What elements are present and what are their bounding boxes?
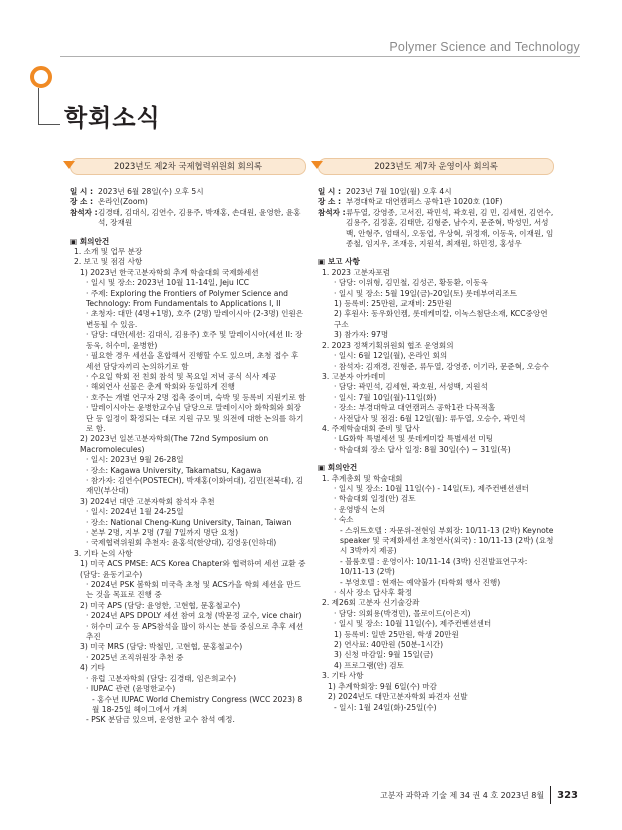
text-line: · 장소: Kagawa University, Takamatsu, Kagawa xyxy=(86,465,262,475)
text-line: · 수요일 학회 전 친회 참석 및 목요일 저녁 공식 식사 제공 xyxy=(86,371,277,381)
meta-value: 부경대학교 대연캠퍼스 공학1관 1020호 (10F) xyxy=(346,197,503,207)
text-line: · 담당: 대만(세션: 김대식, 김용주) 호주 및 말레이시아(세션 II: 장동욱, 허수미, 윤병한) xyxy=(86,330,303,350)
text-line: · 2024년 APS DPOLY 세션 참여 요청 (박문정 교수, vice chair) xyxy=(86,611,302,621)
meta-label: 일 시 : xyxy=(318,187,341,196)
right-meta xyxy=(318,187,554,249)
text-line: · 운영방식 논의 xyxy=(334,504,386,514)
text-line: 1) 등록비: 일반 25만원, 학생 20만원 xyxy=(334,629,459,639)
text-line: · 일시: 6월 12일(월), 온라인 회의 xyxy=(334,351,448,361)
text-line: 1) 추계학회장: 9월 6일(수) 마감 xyxy=(328,681,437,691)
right-lines-agenda xyxy=(318,474,554,713)
text-line: - 일시: 1월 24일(화)-25일(수) xyxy=(334,702,437,712)
circle-decoration-icon xyxy=(30,66,52,88)
text-line: · 호주는 개별 연구자 2명 접촉 중이며, 숙박 및 등록비 지원키로 함 xyxy=(86,392,306,402)
right-heading-text: 2023년도 제7차 운영이사 회의록 xyxy=(374,161,498,172)
text-line: 2) 미국 APS (담당: 윤영한, 고현협, 문홍철교수) xyxy=(80,600,241,610)
text-line: 2) 2023년 일본고분자학회(The 72nd Symposium on Macromolecules) xyxy=(80,434,269,454)
meta-label: 참석자 : xyxy=(318,207,346,217)
section-title: 학회소식 xyxy=(64,104,161,132)
text-line: 4. 주제학술대회 준비 및 답사 xyxy=(322,423,420,433)
footer-journal-info: 고분자 과학과 기술 제 34 권 4 호 2023년 8월 xyxy=(380,790,545,800)
text-line: · 학술대회 일정(안) 검토 xyxy=(334,494,416,504)
text-line: 3. 고분자 아카데미 xyxy=(322,371,386,381)
text-line: 1) 등록비: 25만원, 교재비: 25만원 xyxy=(334,299,452,309)
text-line: · 학술대회 장소 답사 일정: 8월 30일(수) ~ 31일(목) xyxy=(334,444,511,454)
text-line: · 2025년 조직위원장 추천 중 xyxy=(86,652,184,662)
page-footer xyxy=(380,786,578,804)
right-heading-bar xyxy=(318,158,554,175)
text-line: · 식사 장소 답사후 확정 xyxy=(334,588,413,598)
meta-row xyxy=(318,208,554,250)
triangle-bullet-icon xyxy=(63,161,75,169)
text-line: · 국제협력위원회 추천자: 윤홍석(한양대), 김영웅(인하대) xyxy=(86,538,277,548)
meta-row xyxy=(70,187,306,197)
header-divider xyxy=(60,56,580,57)
left-meta xyxy=(70,187,306,229)
journal-header-title: Polymer Science and Technology xyxy=(389,40,580,54)
text-line: · 일시: 7월 10일(월)-11일(화) xyxy=(334,392,437,402)
text-line: · LG화학 특별세션 및 롯데케미칼 특별세션 미팅 xyxy=(334,434,494,444)
left-heading-text: 2023년도 제2차 국제협력위원회 회의록 xyxy=(114,161,262,172)
text-line: · 숙소 xyxy=(334,515,354,525)
text-line: 1. 2023 고분자포럼 xyxy=(322,267,391,277)
text-line: · 일시 및 장소: 2023년 10월 11-14일, Jeju ICC xyxy=(86,278,250,288)
text-line: · 참가자: 김연수(POSTECH), 박재홍(이화여대), 김민(전북대), 김재민(부산대) xyxy=(86,475,304,496)
text-line: 3. 기타 사항 xyxy=(322,671,364,681)
text-line: · 일시 및 장소: 10월 11일(수), 제주컨벤션센터 xyxy=(334,619,492,629)
text-line: 2. 제26회 고분자 신기술강좌 xyxy=(322,598,420,608)
meta-row xyxy=(318,187,554,197)
footer-divider xyxy=(550,786,551,804)
text-line: 2) 후원사: 동우화인켐, 롯데케미칼, 이녹스첨단소재, KCC중앙연구소 xyxy=(334,309,548,329)
text-line: 3) 2024년 대만 고분자학회 참석자 추천 xyxy=(80,496,215,506)
meta-label: 참석자 : xyxy=(70,207,98,217)
left-section-head: ▣ 회의안건 xyxy=(70,236,110,246)
text-line: · 유럽 고분자학회 (담당: 김경태, 임은희교수) xyxy=(86,673,237,683)
meta-label: 장 소 : xyxy=(70,197,93,207)
page-number: 323 xyxy=(557,789,578,801)
text-line: · 장소: National Cheng-Kung University, Tainan, Taiwan xyxy=(86,517,292,527)
meta-label: 장 소 : xyxy=(318,197,341,207)
text-line: · 일시: 2023년 9월 26-28일 xyxy=(86,455,184,465)
text-line: 4) 프로그램(안) 검토 xyxy=(334,660,404,670)
text-line: 2. 보고 및 점검 사항 xyxy=(74,257,143,267)
left-heading-bar xyxy=(70,158,306,175)
text-line: 1. 소개 및 업무 분장 xyxy=(74,247,143,257)
right-section-head-agenda: ▣ 회의안건 xyxy=(318,463,358,473)
text-line: · 장소: 부경대학교 대연캠퍼스 공학1관 다목적홀 xyxy=(334,403,496,413)
left-column xyxy=(70,158,306,726)
text-line: 2) 연사료: 40만원 (50분-1시간) xyxy=(334,640,444,650)
text-line: · 본부 2명, 지부 2명 (7월 7일까지 명단 요청) xyxy=(86,528,239,537)
meta-value: 김경태, 김대식, 김연수, 김용주, 박재홍, 손대원, 윤영한, 윤홍석, 장재원 xyxy=(98,207,301,228)
title-connector-line-horizontal xyxy=(38,124,60,125)
text-line: · 2024년 PSK 봄학회 미국측 초청 및 ACS가을 학회 세션을 만드는 것을 목표로 진행 중 xyxy=(86,580,301,600)
left-lines xyxy=(70,247,306,726)
meta-label: 일 시 : xyxy=(70,187,93,196)
text-line: · 사전답사 및 점검: 6월 12일(월): 류두열, 오승수, 곽민석 xyxy=(334,413,526,423)
text-line: · 허수미 교수 등 APS참석을 많이 하시는 분들 중심으로 추후 세션 추진 xyxy=(86,621,304,642)
text-line: - 스위트호텔 : 자문위-전현임 부회장: 10/11-13 (2박) Keynote speaker 및 국제화세션 초청연사(외국) : 10/11-13 (2박) (요청 시 3박까지 제공) xyxy=(340,525,554,556)
text-line: 3) 미국 MRS (담당: 박철민, 고현협, 문홍철교수) xyxy=(80,642,243,652)
text-line: 4) 기타 xyxy=(80,663,105,673)
text-line: · IUPAC 관련 (윤명한교수) xyxy=(86,684,176,694)
text-line: · 담당: 이위형, 김민철, 김성곤, 황동환, 이동욱 xyxy=(334,278,488,288)
text-line: · 해외연사 선물은 춘계 학회와 동일하게 진행 xyxy=(86,382,235,392)
meta-row xyxy=(70,208,306,229)
text-line: · 말레이시아는 윤병한교수님 담당으로 말레이시아 화학회와 회장단 등 일정이 확정되는 대로 지원 규모 및 의전에 대한 논의를 하기로 함. xyxy=(86,403,304,433)
text-line: · 초청자: 대만 (4명+1명), 호주 (2명) 말레이시아 (2-3명) 인원은 변동될 수 있음. xyxy=(86,309,304,329)
text-line: · 담당: 의회용(박경민), 몰로이드(이은지) xyxy=(334,608,471,618)
right-section-head-report: ▣ 보고 사항 xyxy=(318,257,360,267)
text-line: - PSK 분담금 있으며, 운영한 교수 참석 예정. xyxy=(86,715,235,725)
text-line: · 일시 및 장소: 5월 19일(금)-20일(토) 롯데부여리조트 xyxy=(334,288,517,298)
text-line: · 담당: 곽민석, 김세현, 곽호원, 서성백, 지원석 xyxy=(334,382,488,392)
text-line: - 블룸호텔 : 운영이사: 10/11-14 (3박) 신진발표연구자: 10/11-13 (2박) xyxy=(340,556,528,577)
meta-value: 류두열, 강영종, 고서진, 곽민석, 곽호원, 김 민, 김세현, 김연수, 김용주, 김정훈, 김태만, 김형준, 남수지, 문준혁, 박성민, 서성백, 안형주, 엄태식, 오동엽, 우상혁, 위정재, 이동욱, 이재원, 임종철, 임지우, 조재응, 지원석, 최재원, 하민정, 홍성우 xyxy=(346,207,554,249)
text-line: 3) 신청 마감일: 9월 15일(금) xyxy=(334,650,434,660)
text-line: 2. 2023 정책기획위원회 협조 운영회의 xyxy=(322,340,454,350)
text-line: 1. 추계총회 및 학술대회 xyxy=(322,473,403,483)
text-line: 1) 2023년 한국고분자학회 추계 학술대회 국제화세션 xyxy=(80,267,259,277)
meta-value: 온라인(Zoom) xyxy=(98,197,148,207)
text-line: · 일시 및 장소: 10월 11일(수) - 14일(토), 제주컨벤션센터 xyxy=(334,483,529,493)
meta-row xyxy=(70,197,306,207)
right-lines-report xyxy=(318,268,554,455)
text-line: 3. 기타 논의 사항 xyxy=(74,548,133,558)
text-line: - 부영호텔 : 현재는 예약불가 (타학회 행사 진행) xyxy=(340,577,501,587)
meta-value: 2023년 6월 28일(수) 오후 5시 xyxy=(98,187,204,196)
text-line: · 일시: 2024년 1월 24-25일 xyxy=(86,507,184,517)
triangle-bullet-icon xyxy=(311,161,323,169)
text-line: 1) 미국 ACS PMSE: ACS Korea Chapter와 협력하여 세션 교환 중 (담당: 윤동기교수) xyxy=(80,559,306,579)
right-column xyxy=(318,158,554,713)
text-line: · 참석자: 김재경, 진형준, 류두열, 강영종, 이기라, 문준혁, 오승수 xyxy=(334,361,549,371)
text-line: 2) 2024년도 대만고분자학회 파견자 선발 xyxy=(328,692,468,702)
text-line: 3) 참가자: 97명 xyxy=(334,330,389,340)
text-line: · 주제: Exploring the Frontiers of Polymer Science and Technology: From Fundamentals to Applications I, II xyxy=(86,288,289,309)
text-line: - 홍수년 IUPAC World Chemistry Congress (WCC 2023) 8월 18-25일 헤이그에서 개최 xyxy=(92,694,303,714)
text-line: · 필요한 경우 세션을 혼합해서 진행할 수도 있으며, 초청 접수 후 세션 담당자끼리 논의하기로 함 xyxy=(86,351,299,371)
meta-row xyxy=(318,197,554,207)
title-connector-line xyxy=(38,88,39,124)
meta-value: 2023년 7월 10일(월) 오후 4시 xyxy=(346,187,452,196)
